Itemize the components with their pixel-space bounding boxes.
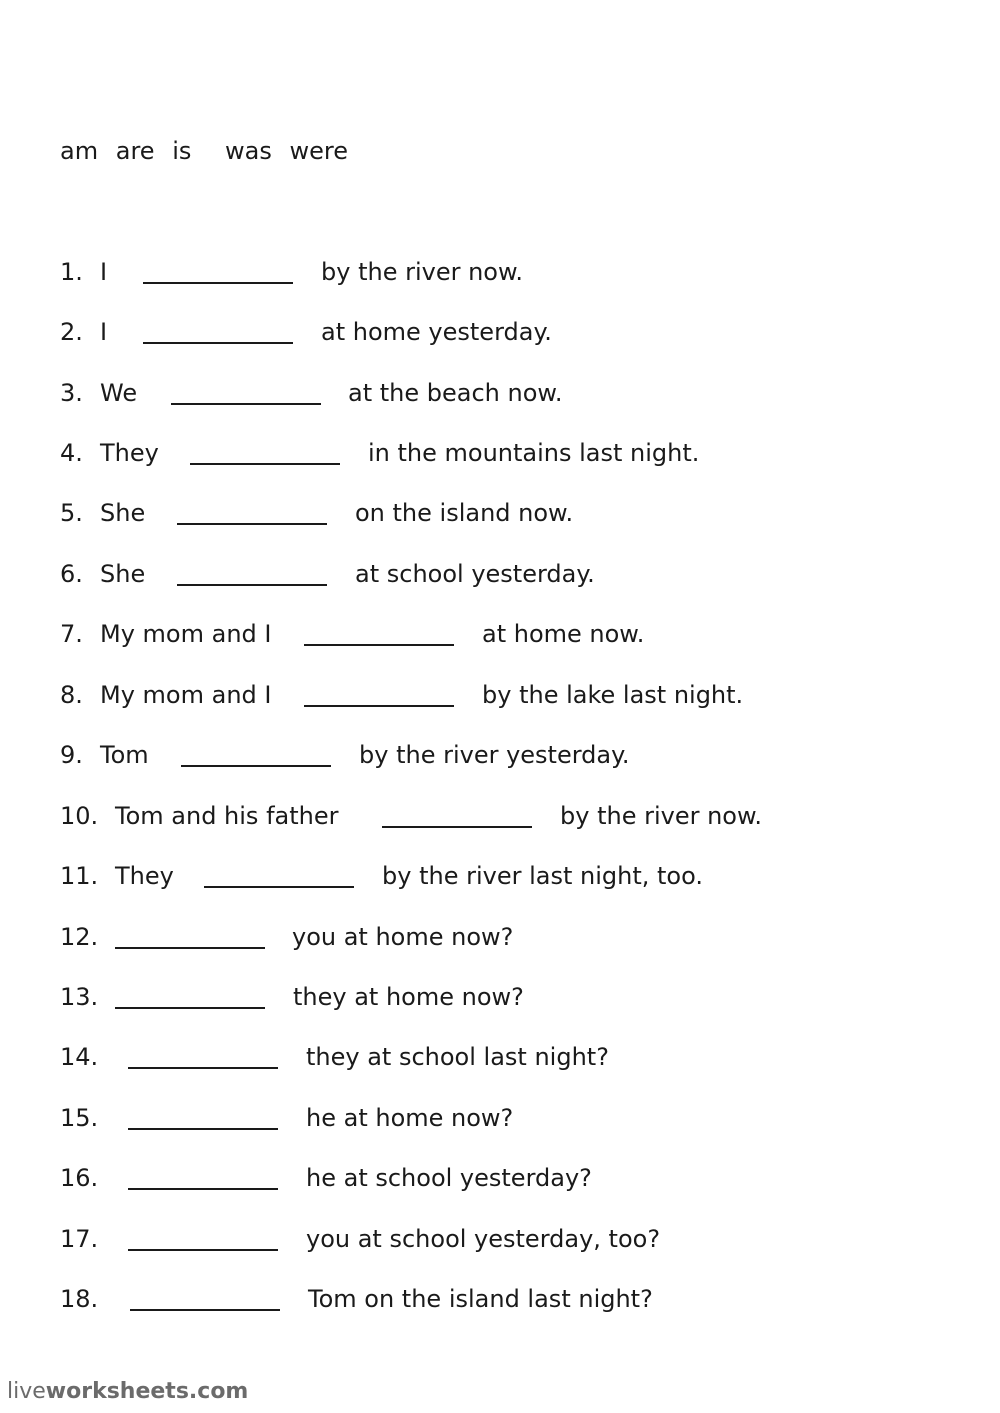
question-rest: he at school yesterday? <box>306 1164 592 1192</box>
answer-blank[interactable] <box>128 1158 278 1190</box>
question-rest: by the lake last night. <box>482 681 744 709</box>
answer-blank[interactable] <box>115 917 265 949</box>
question-rest: Tom on the island last night? <box>308 1285 653 1313</box>
answer-blank[interactable] <box>304 614 454 646</box>
question-subject: Tom <box>100 741 149 769</box>
answer-blank[interactable] <box>382 796 532 828</box>
answer-blank[interactable] <box>115 977 265 1009</box>
question-subject: She <box>100 499 146 527</box>
question-rest: by the river now. <box>321 258 524 286</box>
answer-blank[interactable] <box>143 252 293 284</box>
question-rest: at school yesterday. <box>355 560 595 588</box>
question-rest: they at school last night? <box>306 1043 609 1071</box>
question-rest: they at home now? <box>293 983 524 1011</box>
question-number: 10. <box>60 802 99 830</box>
question-subject: Tom and his father <box>115 802 339 830</box>
answer-blank[interactable] <box>177 493 327 525</box>
question-number: 12. <box>60 923 99 951</box>
question-rest: you at school yesterday, too? <box>306 1225 661 1253</box>
answer-blank[interactable] <box>190 433 340 465</box>
question-number: 3. <box>60 379 83 407</box>
question-rest: you at home now? <box>292 923 514 951</box>
word-bank-item: is <box>172 137 192 165</box>
question-rest: by the river yesterday. <box>359 741 630 769</box>
word-bank-item: were <box>289 137 348 165</box>
answer-blank[interactable] <box>128 1037 278 1069</box>
question-subject: They <box>100 439 159 467</box>
question-subject: I <box>100 318 108 346</box>
answer-blank[interactable] <box>128 1219 278 1251</box>
answer-blank[interactable] <box>304 675 454 707</box>
question-subject: They <box>115 862 174 890</box>
question-number: 8. <box>60 681 83 709</box>
question-rest: he at home now? <box>306 1104 514 1132</box>
question-number: 11. <box>60 862 99 890</box>
question-number: 1. <box>60 258 83 286</box>
word-bank-item: am <box>60 137 99 165</box>
question-subject: We <box>100 379 138 407</box>
question-number: 15. <box>60 1104 99 1132</box>
logo-light-text: live <box>7 1379 46 1404</box>
question-number: 5. <box>60 499 83 527</box>
question-rest: by the river now. <box>560 802 763 830</box>
question-number: 2. <box>60 318 83 346</box>
question-rest: at home now. <box>482 620 645 648</box>
question-subject: My mom and I <box>100 620 272 648</box>
question-rest: at home yesterday. <box>321 318 552 346</box>
question-number: 6. <box>60 560 83 588</box>
question-rest: on the island now. <box>355 499 574 527</box>
footer-logo <box>7 1378 248 1406</box>
question-subject: My mom and I <box>100 681 272 709</box>
question-subject: She <box>100 560 146 588</box>
question-subject: I <box>100 258 108 286</box>
answer-blank[interactable] <box>177 554 327 586</box>
word-bank-item: are <box>115 137 155 165</box>
answer-blank[interactable] <box>181 735 331 767</box>
logo-bold-text: worksheets <box>45 1379 189 1404</box>
question-number: 14. <box>60 1043 99 1071</box>
logo-suffix-text: .com <box>188 1379 249 1404</box>
question-number: 4. <box>60 439 83 467</box>
question-number: 13. <box>60 983 99 1011</box>
question-rest: in the mountains last night. <box>368 439 700 467</box>
question-number: 16. <box>60 1164 99 1192</box>
question-rest: by the river last night, too. <box>382 862 703 890</box>
question-number: 9. <box>60 741 83 769</box>
answer-blank[interactable] <box>128 1098 278 1130</box>
answer-blank[interactable] <box>204 856 354 888</box>
question-rest: at the beach now. <box>348 379 563 407</box>
answer-blank[interactable] <box>143 312 293 344</box>
question-number: 18. <box>60 1285 99 1313</box>
question-number: 7. <box>60 620 83 648</box>
answer-blank[interactable] <box>171 373 321 405</box>
word-bank-item: was <box>225 137 272 165</box>
question-number: 17. <box>60 1225 99 1253</box>
answer-blank[interactable] <box>130 1279 280 1311</box>
